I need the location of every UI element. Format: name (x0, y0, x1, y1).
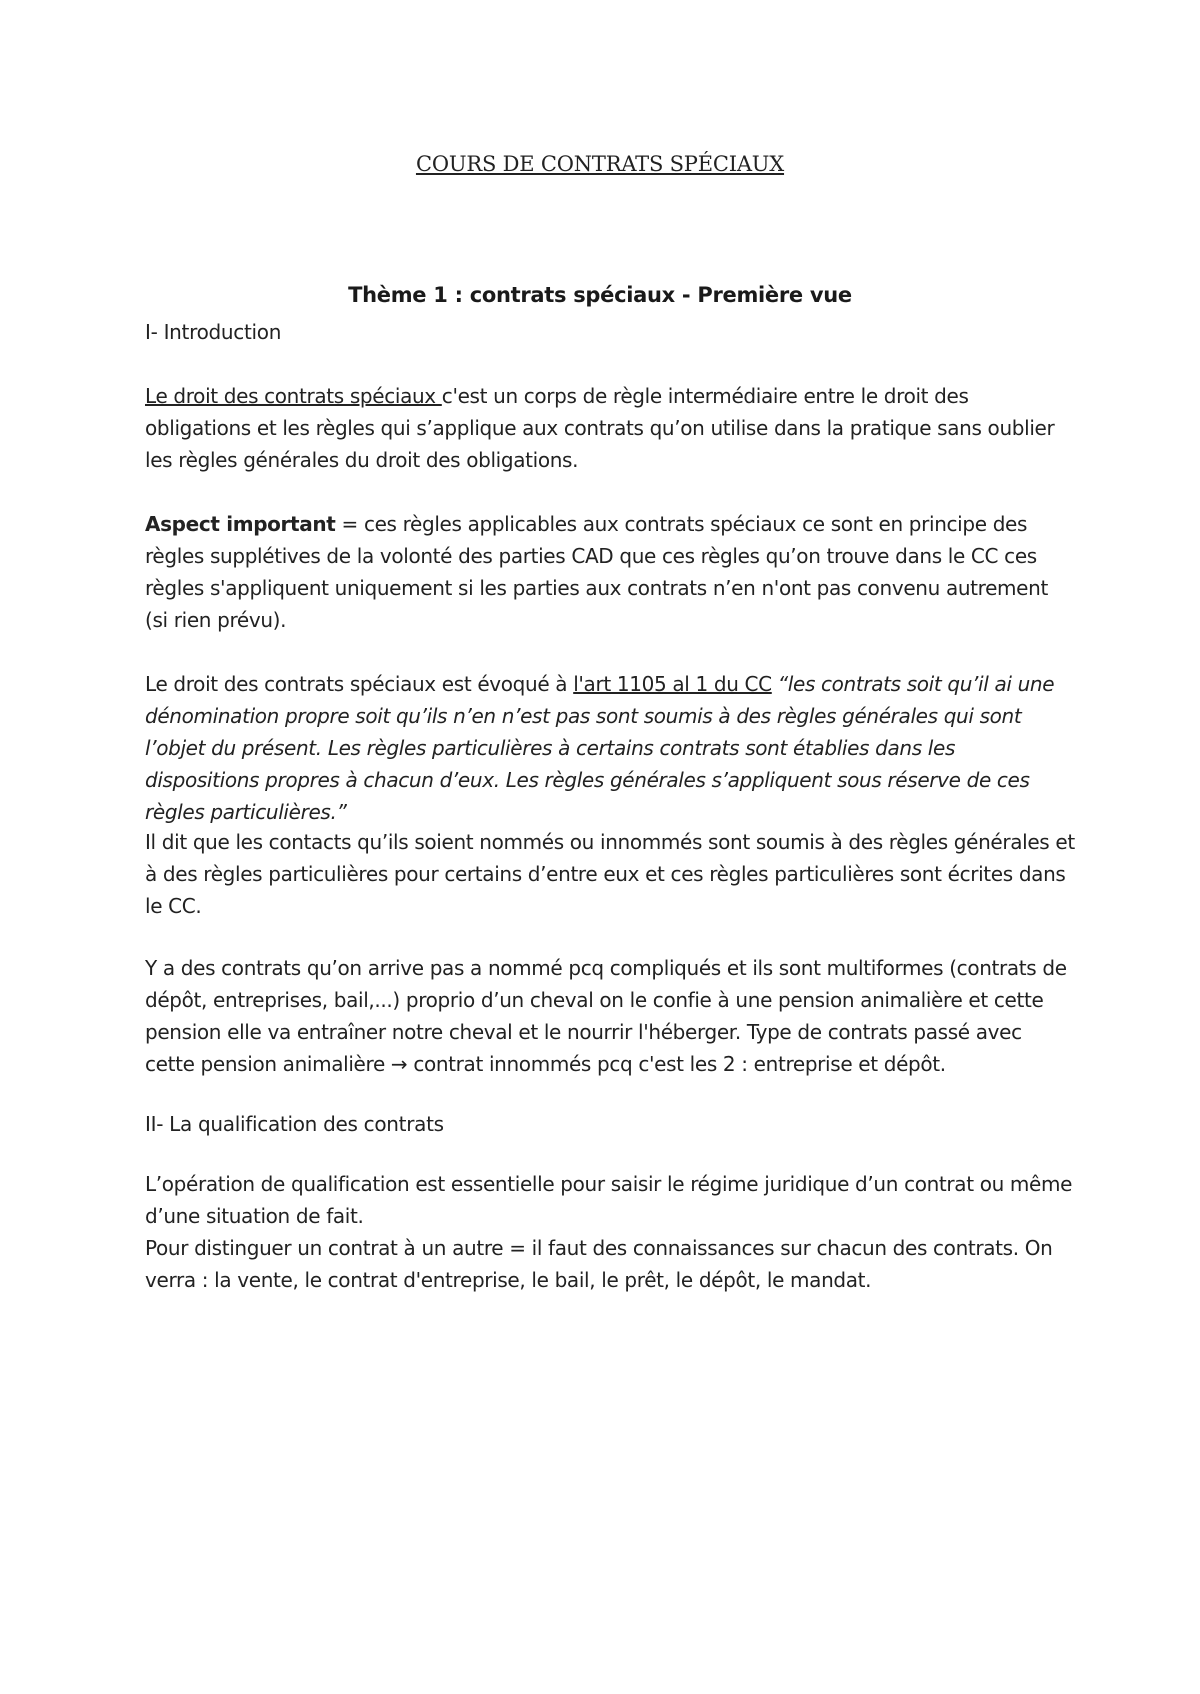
article-reference: l'art 1105 al 1 du CC (573, 672, 772, 696)
paragraph-aspect-important (145, 508, 1075, 636)
paragraph-rules: Il dit que les contacts qu’ils soient nommés ou innommés sont soumis à des règles générales et à des règles particulières pour certains d’entre eux et ces règles particulières sont écrites dans le CC. (145, 830, 1075, 918)
document-title: COURS DE CONTRATS SPÉCIAUX (415, 152, 785, 176)
section-heading-introduction: I- Introduction (145, 320, 282, 344)
paragraph-article-quote (145, 668, 1075, 828)
bold-label: Aspect important (145, 512, 336, 536)
paragraph-text: c'est un corps de règle intermédiaire entre le droit des obligations et les règles qui s’applique aux contrats qu’on utilise dans la pratique sans oublier les règles générales du droit des obligations. (145, 384, 1055, 472)
paragraph-text: = ces règles applicables aux contrats spéciaux ce sont en principe des règles supplétives de la volonté des parties CAD que ces règles qu’on trouve dans le CC ces règles s'appliquent uniquement si les parties aux contrats n’en n'ont pas convenu autrement (si rien prévu). (145, 512, 1048, 632)
article-quote: “les contrats soit qu’il ai une dénomination propre soit qu’ils n’en n’est pas sont soumis à des règles générales qui sont l’objet du présent. Les règles particulières à certains contrats sont établies dans les dispositions propres à chacun d’eux. Les règles générales s’appliquent sous réserve de ces règles particulières.” (145, 672, 1055, 824)
section-heading-qualification: II- La qualification des contrats (145, 1112, 444, 1136)
paragraph-distinguish: Pour distinguer un contrat à un autre = il faut des connaissances sur chacun des contrats. On verra : la vente, le contrat d'entreprise, le bail, le prêt, le dépôt, le mandat. (145, 1236, 1053, 1292)
paragraph-innominate-contracts: Y a des contrats qu’on arrive pas a nommé pcq compliqués et ils sont multiformes (contrats de dépôt, entreprises, bail,...) proprio d’un cheval on le confie à une pension animalière et cette pension elle va entraîner notre cheval et le nourrir l'héberger. Type de contrats passé avec cette pension animalière → contrat innommés pcq c'est les 2 : entreprise et dépôt. (145, 956, 1067, 1076)
paragraph-text: Le droit des contrats spéciaux est évoqué à (145, 672, 574, 696)
term-underlined: Le droit des contrats spéciaux (145, 384, 442, 408)
theme-title: Thème 1 : contrats spéciaux - Première vue (348, 283, 852, 307)
paragraph-qualification: L’opération de qualification est essentielle pour saisir le régime juridique d’un contrat ou même d’une situation de fait. (145, 1172, 1073, 1228)
paragraph-definition (145, 380, 1075, 476)
